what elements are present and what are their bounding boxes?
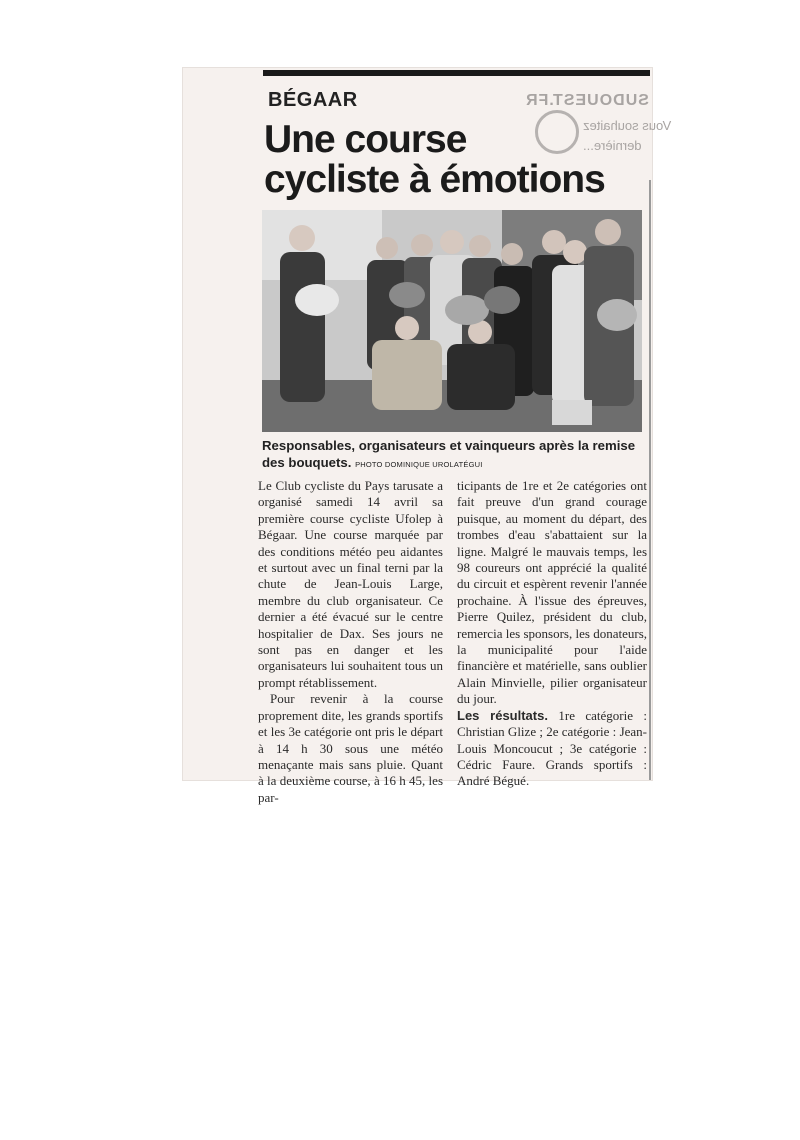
results-text: 1re catégorie : Christian Glize ; 2e catégorie : Jean-Louis Moncoucut ; 3e catégorie : Cédric Faure. Grands sportifs : André Bégué. <box>457 707 647 789</box>
headline-line-1: Une course <box>264 118 467 161</box>
group-photo <box>262 210 642 432</box>
bleed-site: SUDOUEST.FR <box>525 92 649 109</box>
article-column-2 <box>457 478 647 790</box>
paragraph-2: Pour revenir à la course proprement dite, les grands sportifs et les 3e catégorie ont pris le départ à 14 h 30 sous une météo menaçante mais sans pluie. Quant à la deuxième course, à 16 h 45, les par- <box>258 691 443 805</box>
results-paragraph <box>457 708 647 790</box>
photo-illustration <box>262 210 642 432</box>
paragraph-3: ticipants de 1re et 2e catégories ont fait preuve d'un grand courage puisque, au moment du départ, des trombes d'eau s'abattaient sur la ligne. Malgré le mauvais temps, les 98 coureurs ont apprécié la qualité du circuit et espèrent revenir l'année prochaine. À l'issue des épreuves, Pierre Quilez, président du club, remercia les sponsors, les donateurs, la municipalité pour l'aide financière et matérielle, sans oublier Alain Minvielle, pilier organisateur du jour. <box>457 478 647 707</box>
paragraph-1: Le Club cycliste du Pays tarusate a organisé samedi 14 avril sa première course cycliste Ufolep à Bégaar. Une course marquée par des conditions météo peu aidantes et surtout avec un final terni par la chute de Jean-Louis Large, membre du club organisateur. Ce dernier a été évacué sur le centre hospitalier de Dax. Ses jours ne sont pas en danger et les organisateurs lui souhaitent tous un prompt rétablissement. <box>258 478 443 690</box>
photo-caption <box>262 437 647 473</box>
clipping-edge <box>649 180 651 780</box>
article-column-1 <box>258 478 443 806</box>
photo-credit: PHOTO DOMINIQUE UROLATÉGUI <box>355 460 483 469</box>
section-label: BÉGAAR <box>268 89 358 111</box>
headline <box>264 120 644 200</box>
bleed-line-1: Vous souhaitez <box>583 118 672 133</box>
headline-line-2: cycliste à émotions <box>264 158 605 201</box>
caption-text: Responsables, organisateurs et vainqueurs après la remise des bouquets. <box>262 438 636 470</box>
bleed-line-2: dernière... <box>583 138 642 153</box>
results-lead: Les résultats. <box>457 707 548 723</box>
header-rule <box>263 70 650 76</box>
